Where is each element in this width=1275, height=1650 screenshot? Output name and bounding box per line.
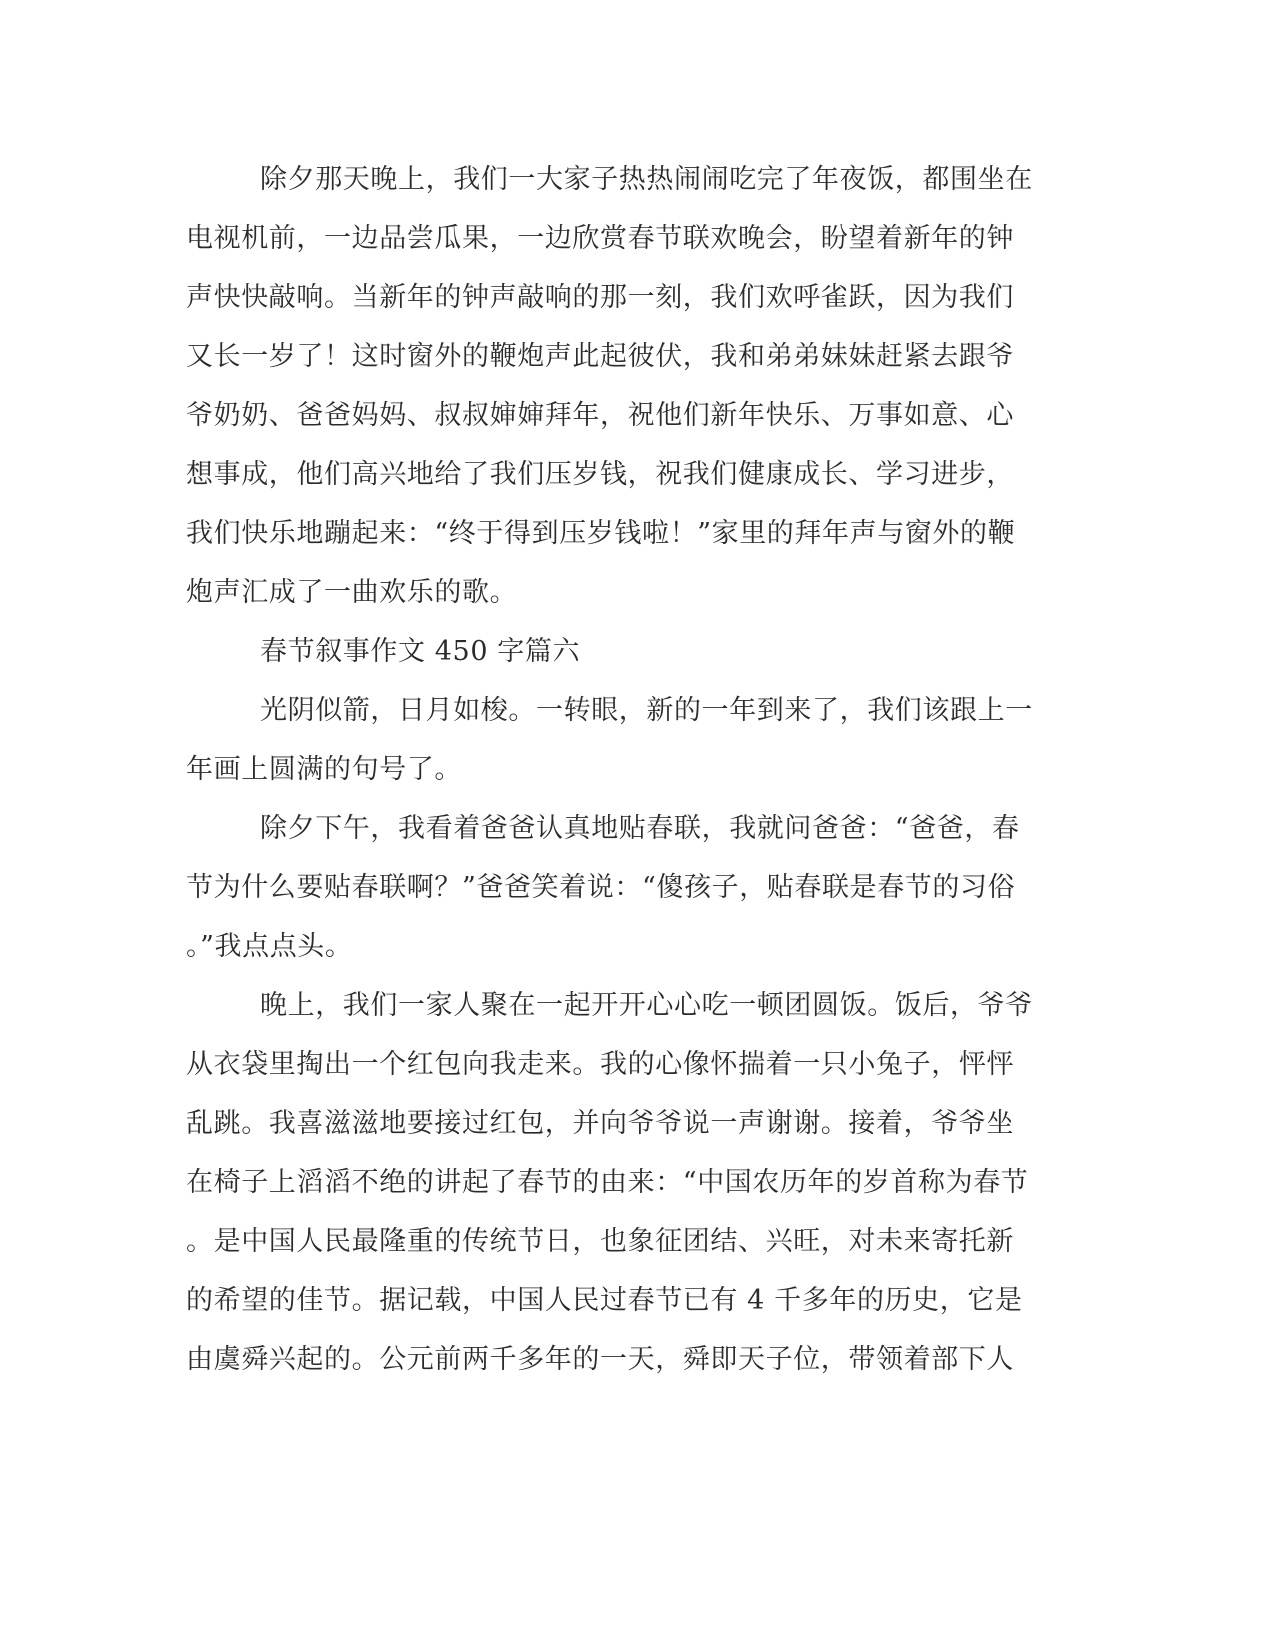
text-line: 又长一岁了！这时窗外的鞭炮声此起彼伏，我和弟弟妹妹赶紧去跟爷 [186,341,1014,372]
text-line: 的希望的佳节。据记载，中国人民过春节已有 4 千多年的历史，它是 [186,1285,1023,1316]
text-line: 声快快敲响。当新年的钟声敲响的那一刻，我们欢呼雀跃，因为我们 [186,282,1014,313]
text-line: 除夕下午，我看着爸爸认真地贴春联，我就问爸爸：“爸爸，春 [260,813,1020,844]
text-line: 爷奶奶、爸爸妈妈、叔叔婶婶拜年，祝他们新年快乐、万事如意、心 [186,400,1014,431]
text-line: 年画上圆满的句号了。 [186,754,462,785]
text-line: 节为什么要贴春联啊？”爸爸笑着说：“傻孩子，贴春联是春节的习俗 [186,872,1016,903]
text-line: 电视机前，一边品尝瓜果，一边欣赏春节联欢晚会，盼望着新年的钟 [186,223,1014,254]
text-line: 我们快乐地蹦起来：“终于得到压岁钱啦！”家里的拜年声与窗外的鞭 [186,518,1016,549]
text-line: 乱跳。我喜滋滋地要接过红包，并向爷爷说一声谢谢。接着，爷爷坐 [186,1108,1014,1139]
text-line: 在椅子上滔滔不绝的讲起了春节的由来：“中国农历年的岁首称为春节 [186,1167,1029,1198]
text-line: 。是中国人民最隆重的传统节日，也象征团结、兴旺，对未来寄托新 [186,1226,1014,1257]
section-heading: 春节叙事作文 450 字篇六 [260,636,581,667]
text-line: 从衣袋里掏出一个红包向我走来。我的心像怀揣着一只小兔子，怦怦 [186,1049,1014,1080]
text-line: 炮声汇成了一曲欢乐的歌。 [186,577,518,608]
text-line: 。”我点点头。 [186,931,353,962]
text-line: 除夕那天晚上，我们一大家子热热闹闹吃完了年夜饭，都围坐在 [260,164,1033,195]
text-line: 光阴似箭，日月如梭。一转眼，新的一年到来了，我们该跟上一 [260,695,1033,726]
text-line: 晚上，我们一家人聚在一起开开心心吃一顿团圆饭。饭后，爷爷 [260,990,1033,1021]
text-line: 想事成，他们高兴地给了我们压岁钱，祝我们健康成长、学习进步， [186,459,1014,490]
text-line: 由虞舜兴起的。公元前两千多年的一天，舜即天子位，带领着部下人 [186,1344,1014,1375]
